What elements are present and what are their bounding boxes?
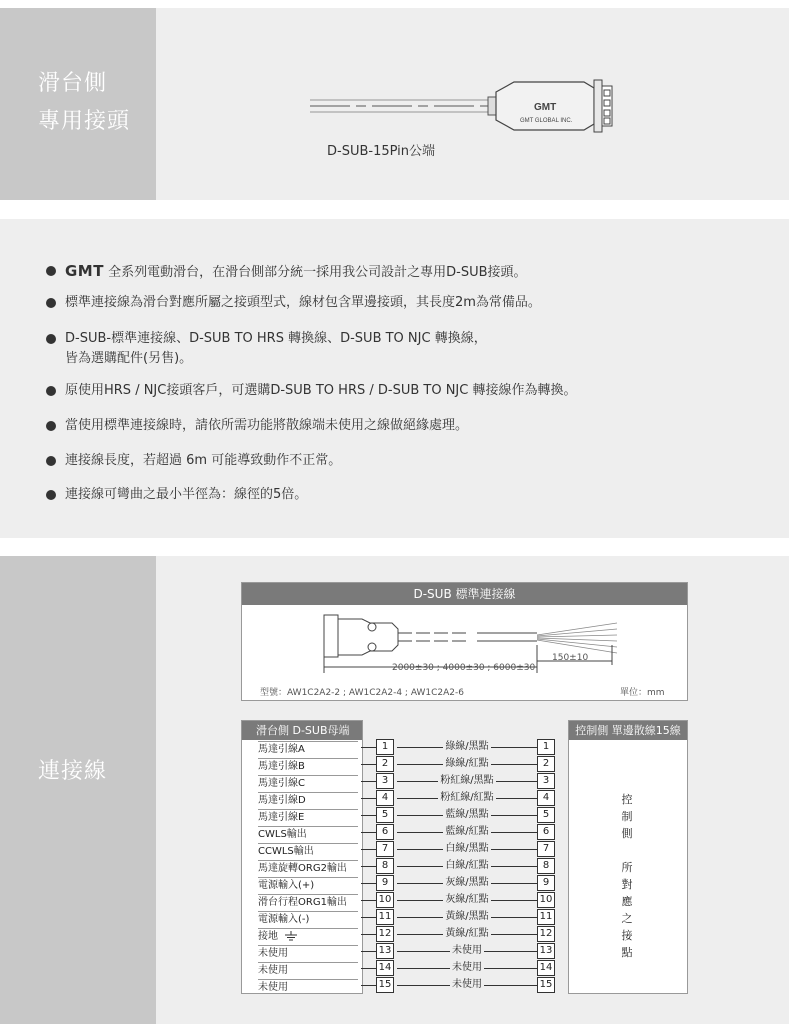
wire-connection — [397, 790, 537, 806]
pin-leader-line — [361, 985, 376, 986]
pin-function-row: 未使用 — [258, 945, 358, 962]
note-text: 連接線長度，若超過 6m 可能導致動作不正常。 — [65, 453, 342, 468]
dsub-pin-number: 9 — [376, 875, 394, 891]
pin-function-row: 未使用 — [258, 962, 358, 979]
dsub-pin-number: 6 — [376, 824, 394, 840]
dsub-pin-number: 4 — [376, 790, 394, 806]
wire-color-label: 白線/黑點 — [445, 843, 489, 854]
connector-section-sidebar — [0, 8, 156, 200]
control-side-vertical-char: 控 — [621, 793, 633, 806]
wire-color-label: 未使用 — [452, 979, 482, 990]
wire-connection — [397, 841, 537, 857]
control-side-vertical-char: 之 — [621, 912, 633, 925]
bullet-dot-icon — [46, 386, 56, 396]
pin-function-row: 未使用 — [258, 979, 358, 996]
control-side-vertical-char: 側 — [621, 827, 633, 840]
pin-function-row: 馬達引線E — [258, 809, 358, 826]
wire-connection — [397, 977, 537, 993]
pin-leader-line — [361, 747, 376, 748]
control-pin-number: 11 — [537, 909, 555, 925]
pin-leader-line — [361, 781, 376, 782]
wire-color-label: 灰線/黑點 — [445, 877, 489, 888]
cable-unit-label: 單位：mm — [620, 688, 665, 698]
control-pin-number: 12 — [537, 926, 555, 942]
pin-function-row: CWLS輸出 — [258, 826, 358, 843]
cable-strip-dimension: 150±10 — [552, 653, 589, 663]
cable-model-number: 型號：AW1C2A2-2 ; AW1C2A2-4 ; AW1C2A2-6 — [260, 688, 464, 698]
control-pin-number: 7 — [537, 841, 555, 857]
dsub-pin-number: 7 — [376, 841, 394, 857]
wire-color-label: 藍線/紅點 — [445, 826, 489, 837]
control-side-vertical-char: 對 — [621, 878, 633, 891]
dsub-pin-number: 1 — [376, 739, 394, 755]
pin-function-row: 滑台行程ORG1輸出 — [258, 894, 358, 911]
wire-connection — [397, 739, 537, 755]
control-pin-number: 10 — [537, 892, 555, 908]
cable-drawing-box — [241, 582, 688, 701]
dsub-female-header: 滑台側 D-SUB母端 — [242, 721, 362, 740]
pin-leader-line — [361, 900, 376, 901]
wire-color-label: 粉紅線/黑點 — [440, 775, 494, 786]
dsub-pin-number: 8 — [376, 858, 394, 874]
wire-connection — [397, 960, 537, 976]
control-pin-number: 6 — [537, 824, 555, 840]
dsub-pin-number: 5 — [376, 807, 394, 823]
dsub-pin-number: 10 — [376, 892, 394, 908]
pin-function-row: 接地 — [258, 928, 358, 945]
note-text: 標準連接線為滑台對應所屬之接頭型式，線材包含單邊接頭，其長度2m為常備品。 — [65, 295, 541, 310]
wire-color-label: 未使用 — [452, 962, 482, 973]
wire-color-label: 藍線/黑點 — [445, 809, 489, 820]
wire-connection — [397, 926, 537, 942]
control-side-vertical-char: 點 — [621, 946, 633, 959]
pin-function-row: 馬達旋轉ORG2輸出 — [258, 860, 358, 877]
cable-drawing-title: D-SUB 標準連接線 — [242, 583, 687, 605]
connector-section-title-line1: 滑台側 — [38, 71, 108, 96]
wire-color-label: 黃線/黑點 — [445, 911, 489, 922]
pin-function-row: 馬達引線A — [258, 741, 358, 758]
note-text: 當使用標準連接線時，請依所需功能將散線端未使用之線做絕緣處理。 — [65, 418, 469, 433]
wire-connection — [397, 824, 537, 840]
wire-connection — [397, 858, 537, 874]
wire-connection — [397, 756, 537, 772]
control-side-vertical-char: 所 — [621, 861, 633, 874]
dsub-pin-number: 12 — [376, 926, 394, 942]
pin-function-row: 馬達引線D — [258, 792, 358, 809]
pin-leader-line — [361, 815, 376, 816]
connector-logo-subtext: GMT GLOBAL INC. — [520, 118, 573, 124]
bullet-dot-icon — [46, 334, 56, 344]
control-side-header: 控制側 單邊散線15線 — [569, 721, 687, 740]
wire-connection — [397, 807, 537, 823]
control-pin-number: 13 — [537, 943, 555, 959]
ground-icon — [284, 929, 298, 945]
connector-section-title-line2: 專用接頭 — [38, 109, 131, 134]
control-side-vertical-char: 制 — [621, 810, 633, 823]
connector-section — [0, 8, 789, 200]
dsub-pin-number: 15 — [376, 977, 394, 993]
dsub-pin-number: 14 — [376, 960, 394, 976]
control-pin-number: 1 — [537, 739, 555, 755]
bullet-dot-icon — [46, 421, 56, 431]
dsub-connector-drawing — [300, 70, 620, 140]
cable-section-sidebar — [0, 556, 156, 1024]
wire-connection — [397, 773, 537, 789]
pin-leader-line — [361, 849, 376, 850]
wire-color-label: 未使用 — [452, 945, 482, 956]
bullet-dot-icon — [46, 490, 56, 500]
wire-connection — [397, 875, 537, 891]
note-text: D-SUB-標準連接線、D-SUB TO HRS 轉換線、D-SUB TO NJC 轉換線， — [65, 331, 487, 346]
cable-length-dimension: 2000±30 ; 4000±30 ; 6000±30 — [392, 663, 536, 673]
control-pin-number: 3 — [537, 773, 555, 789]
pin-leader-line — [361, 764, 376, 765]
control-side-vertical-char: 接 — [621, 929, 633, 942]
dsub-female-pin-table — [241, 720, 363, 994]
dsub-pin-number: 13 — [376, 943, 394, 959]
brand-name: GMT — [65, 262, 104, 280]
control-pin-number: 14 — [537, 960, 555, 976]
pin-function-row: 電源輸入(+) — [258, 877, 358, 894]
wire-color-label: 灰線/紅點 — [445, 894, 489, 905]
wire-color-label: 綠線/黑點 — [445, 741, 489, 752]
pin-leader-line — [361, 883, 376, 884]
wire-connection — [397, 892, 537, 908]
control-pin-number: 15 — [537, 977, 555, 993]
connector-logo-text: GMT — [534, 102, 557, 113]
connector-caption: D-SUB-15Pin公端 — [327, 144, 436, 159]
bullet-dot-icon — [46, 298, 56, 308]
wire-color-label: 白線/紅點 — [445, 860, 489, 871]
wire-color-label: 黃線/紅點 — [445, 928, 489, 939]
control-pin-number: 4 — [537, 790, 555, 806]
wire-connection — [397, 943, 537, 959]
pin-function-row: 電源輸入(-) — [258, 911, 358, 928]
pin-leader-line — [361, 934, 376, 935]
control-side-vertical-char: 應 — [621, 895, 633, 908]
pin-leader-line — [361, 866, 376, 867]
cable-section-title: 連接線 — [38, 759, 108, 784]
control-pin-number: 8 — [537, 858, 555, 874]
pin-function-row: 馬達引線B — [258, 758, 358, 775]
pin-function-row: 馬達引線C — [258, 775, 358, 792]
notes-section — [0, 219, 789, 538]
control-pin-number: 5 — [537, 807, 555, 823]
note-text-continued: 皆為選購配件(另售)。 — [65, 351, 193, 366]
note-text: 連接線可彎曲之最小半徑為：線徑的5倍。 — [65, 487, 308, 502]
pin-leader-line — [361, 951, 376, 952]
wire-color-label: 綠線/紅點 — [445, 758, 489, 769]
wire-color-label: 粉紅線/紅點 — [440, 792, 494, 803]
dsub-pin-number: 2 — [376, 756, 394, 772]
bullet-dot-icon — [46, 456, 56, 466]
pin-leader-line — [361, 832, 376, 833]
control-pin-number: 2 — [537, 756, 555, 772]
pin-leader-line — [361, 968, 376, 969]
dsub-pin-number: 3 — [376, 773, 394, 789]
note-text: 原使用HRS / NJC接頭客戶，可選購D-SUB TO HRS / D-SUB TO NJC 轉接線作為轉換。 — [65, 383, 577, 398]
wire-connection — [397, 909, 537, 925]
note-text: 全系列電動滑台，在滑台側部分統一採用我公司設計之專用D-SUB接頭。 — [103, 265, 527, 280]
control-pin-number: 9 — [537, 875, 555, 891]
pin-leader-line — [361, 798, 376, 799]
dsub-pin-number: 11 — [376, 909, 394, 925]
pin-leader-line — [361, 917, 376, 918]
bullet-dot-icon — [46, 266, 56, 276]
pin-function-row: CCWLS輸出 — [258, 843, 358, 860]
